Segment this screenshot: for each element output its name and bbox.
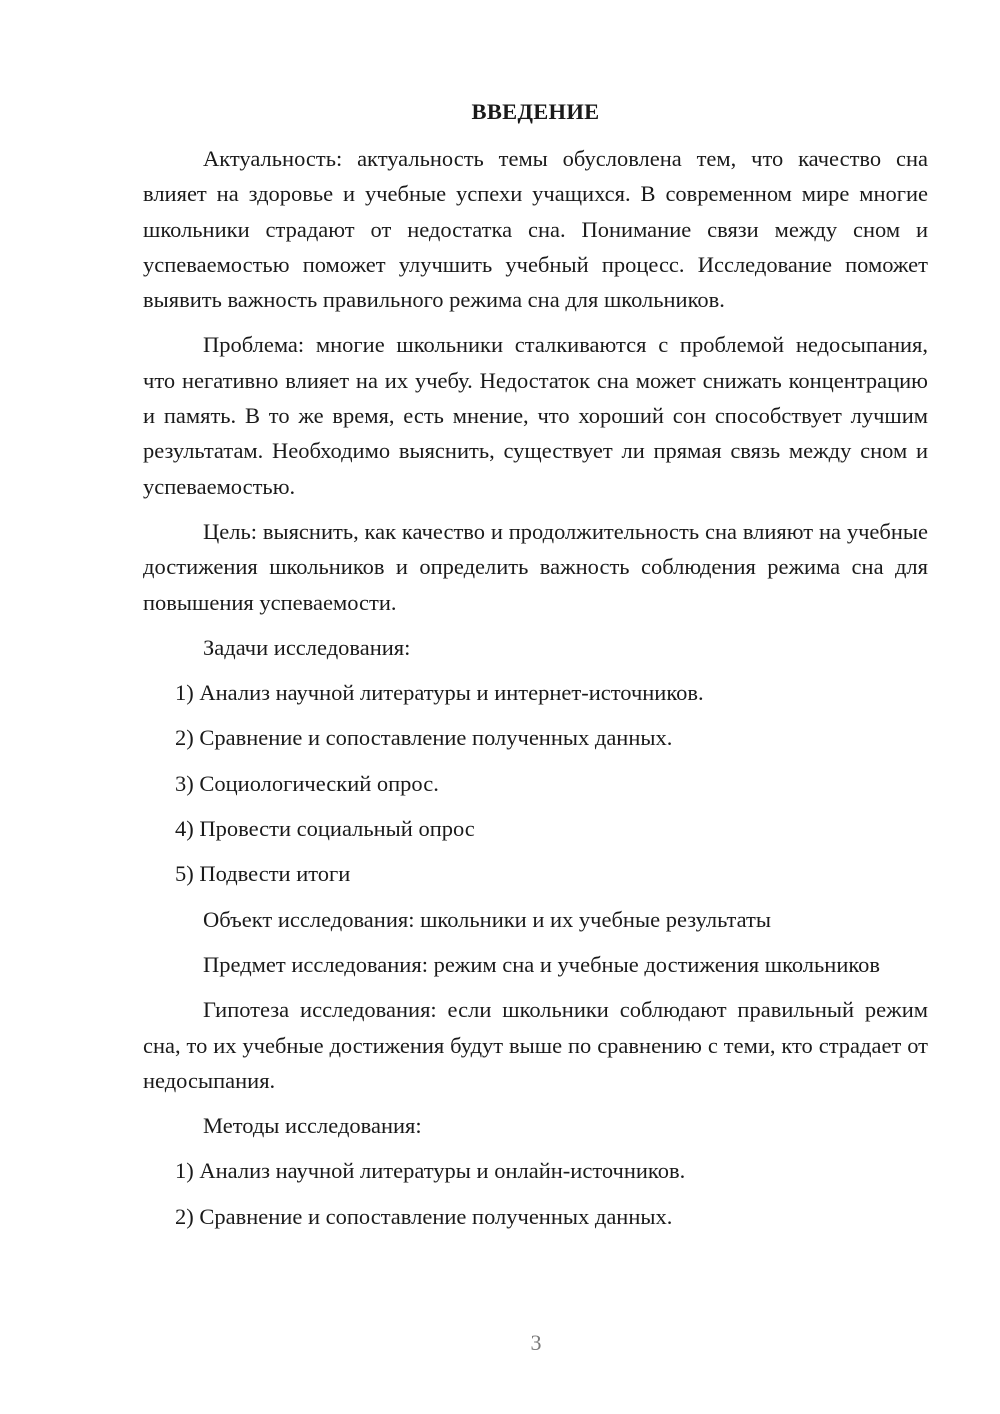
research-subject: Предмет исследования: режим сна и учебные достижения школьников xyxy=(203,951,881,977)
task-item: 4) Провести социальный опрос xyxy=(175,816,475,842)
research-object: Объект исследования: школьники и их учебные результаты xyxy=(203,906,771,932)
task-item: 5) Подвести итоги xyxy=(175,861,351,887)
methods-heading: Методы исследования: xyxy=(203,1113,422,1139)
tasks-heading: Задачи исследования: xyxy=(203,634,411,660)
page-title: ВВЕДЕНИЕ xyxy=(471,99,600,124)
paragraph-relevance: Актуальность: актуальность темы обусловлена тем, что качество сна влияет на здоровье и учебные успехи учащихся. В современном мире многие школьники страдают от недостатка сна. Понимание связи между сном и успеваемостью поможет улучшить учебный процесс. Исследование поможет выявить важность правильного режима сна для школьников. xyxy=(143,146,928,313)
method-item: 2) Сравнение и сопоставление полученных данных. xyxy=(175,1203,673,1229)
task-item: 2) Сравнение и сопоставление полученных данных. xyxy=(175,725,673,751)
page-number: 3 xyxy=(530,1330,542,1355)
research-hypothesis: Гипотеза исследования: если школьники соблюдают правильный режим сна, то их учебные достижения будут выше по сравнению с теми, кто страдает от недосыпания. xyxy=(143,997,928,1093)
method-item: 1) Анализ научной литературы и онлайн-источников. xyxy=(175,1158,686,1184)
task-item: 1) Анализ научной литературы и интернет-источников. xyxy=(175,680,704,706)
paragraph-goal: Цель: выяснить, как качество и продолжительность сна влияют на учебные достижения школьников и определить важность соблюдения режима сна для повышения успеваемости. xyxy=(143,518,928,615)
document-page xyxy=(143,94,928,1244)
paragraph-problem: Проблема: многие школьники сталкиваются с проблемой недосыпания, что негативно влияет на их учебу. Недостаток сна может снижать концентрацию и память. В то же время, есть мнение, что хороший сон способствует лучшим результатам. Необходимо выяснить, существует ли прямая связь между сном и успеваемостью. xyxy=(143,332,928,499)
task-item: 3) Социологический опрос. xyxy=(175,770,439,796)
